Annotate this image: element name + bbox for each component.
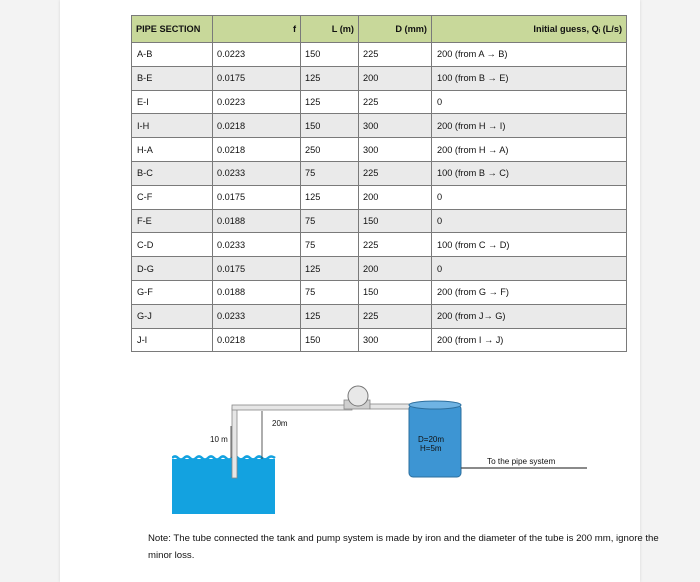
dimension-10m-label: 10 m (210, 435, 228, 444)
table-row (132, 66, 627, 90)
cell-length: 125 (301, 66, 359, 90)
intake-pipe (232, 408, 237, 478)
cell-pipe-section: B-E (132, 66, 213, 90)
cell-f: 0.0233 (213, 233, 301, 257)
table-body (132, 43, 627, 352)
pump (348, 386, 368, 406)
cell-length: 250 (301, 138, 359, 162)
cell-f: 0.0218 (213, 114, 301, 138)
table-row (132, 280, 627, 304)
table-row (132, 43, 627, 67)
header-f: f (213, 16, 301, 43)
cell-diameter: 225 (359, 304, 432, 328)
tank-height-label: H=5m (420, 444, 442, 453)
tank-pump-diagram (172, 384, 592, 514)
cell-f: 0.0188 (213, 280, 301, 304)
cell-diameter: 225 (359, 43, 432, 67)
cell-diameter: 225 (359, 233, 432, 257)
suction-pipe (232, 405, 352, 410)
cell-length: 150 (301, 114, 359, 138)
cell-pipe-section: D-G (132, 257, 213, 281)
cell-pipe-section: E-I (132, 90, 213, 114)
header-diameter: D (mm) (359, 16, 432, 43)
cell-diameter: 300 (359, 328, 432, 352)
cell-f: 0.0188 (213, 209, 301, 233)
pipe-system-label: To the pipe system (487, 457, 556, 466)
tank-diameter-label: D=20m (418, 435, 445, 444)
cell-pipe-section: J-I (132, 328, 213, 352)
cell-initial-guess: 200 (from G → F) (432, 280, 627, 304)
table-row (132, 257, 627, 281)
table-row (132, 138, 627, 162)
cell-f: 0.0233 (213, 161, 301, 185)
cell-initial-guess: 200 (from H → I) (432, 114, 627, 138)
dimension-20m-label: 20m (272, 419, 288, 428)
table-row (132, 185, 627, 209)
cell-f: 0.0218 (213, 328, 301, 352)
cell-f: 0.0175 (213, 66, 301, 90)
cell-pipe-section: B-C (132, 161, 213, 185)
cell-length: 75 (301, 161, 359, 185)
cell-diameter: 300 (359, 138, 432, 162)
table-row (132, 114, 627, 138)
header-pipe-section: PIPE SECTION (132, 16, 213, 43)
cell-initial-guess: 100 (from B → E) (432, 66, 627, 90)
table-row (132, 90, 627, 114)
cell-pipe-section: H-A (132, 138, 213, 162)
cell-f: 0.0218 (213, 138, 301, 162)
cell-length: 125 (301, 185, 359, 209)
cell-initial-guess: 200 (from J→ G) (432, 304, 627, 328)
tank-top (409, 401, 461, 409)
cell-pipe-section: I-H (132, 114, 213, 138)
cell-diameter: 200 (359, 185, 432, 209)
cell-initial-guess: 200 (from I → J) (432, 328, 627, 352)
cell-diameter: 200 (359, 66, 432, 90)
cell-initial-guess: 200 (from A → B) (432, 43, 627, 67)
cell-f: 0.0175 (213, 185, 301, 209)
cell-pipe-section: F-E (132, 209, 213, 233)
cell-length: 125 (301, 257, 359, 281)
reservoir-water (172, 459, 275, 514)
cell-pipe-section: A-B (132, 43, 213, 67)
header-initial-guess: Initial guess, Qᵢ (L/s) (432, 16, 627, 43)
cell-length: 75 (301, 280, 359, 304)
problem-note: Note: The tube connected the tank and pump system is made by iron and the diameter of the tube is 200 mm, ignore the minor loss. (148, 533, 659, 561)
pipe-data-table (131, 15, 627, 352)
cell-initial-guess: 0 (432, 185, 627, 209)
table-row (132, 233, 627, 257)
cell-length: 125 (301, 304, 359, 328)
discharge-pipe (370, 404, 410, 409)
table-row (132, 304, 627, 328)
table-row (132, 328, 627, 352)
cell-initial-guess: 0 (432, 90, 627, 114)
table-header-row (132, 16, 627, 43)
cell-diameter: 225 (359, 161, 432, 185)
cell-diameter: 225 (359, 90, 432, 114)
table-row (132, 209, 627, 233)
cell-initial-guess: 200 (from H → A) (432, 138, 627, 162)
cell-pipe-section: G-J (132, 304, 213, 328)
cell-f: 0.0223 (213, 43, 301, 67)
cell-diameter: 150 (359, 280, 432, 304)
cell-diameter: 200 (359, 257, 432, 281)
cell-pipe-section: C-D (132, 233, 213, 257)
table-row (132, 161, 627, 185)
cell-length: 75 (301, 233, 359, 257)
header-length: L (m) (301, 16, 359, 43)
cell-f: 0.0175 (213, 257, 301, 281)
cell-length: 150 (301, 43, 359, 67)
cell-initial-guess: 0 (432, 257, 627, 281)
document-page (60, 0, 659, 582)
cell-f: 0.0223 (213, 90, 301, 114)
cell-pipe-section: G-F (132, 280, 213, 304)
cell-length: 125 (301, 90, 359, 114)
cell-initial-guess: 100 (from C → D) (432, 233, 627, 257)
cell-diameter: 150 (359, 209, 432, 233)
cell-diameter: 300 (359, 114, 432, 138)
cell-initial-guess: 100 (from B → C) (432, 161, 627, 185)
cell-pipe-section: C-F (132, 185, 213, 209)
cell-initial-guess: 0 (432, 209, 627, 233)
cell-length: 75 (301, 209, 359, 233)
cell-length: 150 (301, 328, 359, 352)
cell-f: 0.0233 (213, 304, 301, 328)
